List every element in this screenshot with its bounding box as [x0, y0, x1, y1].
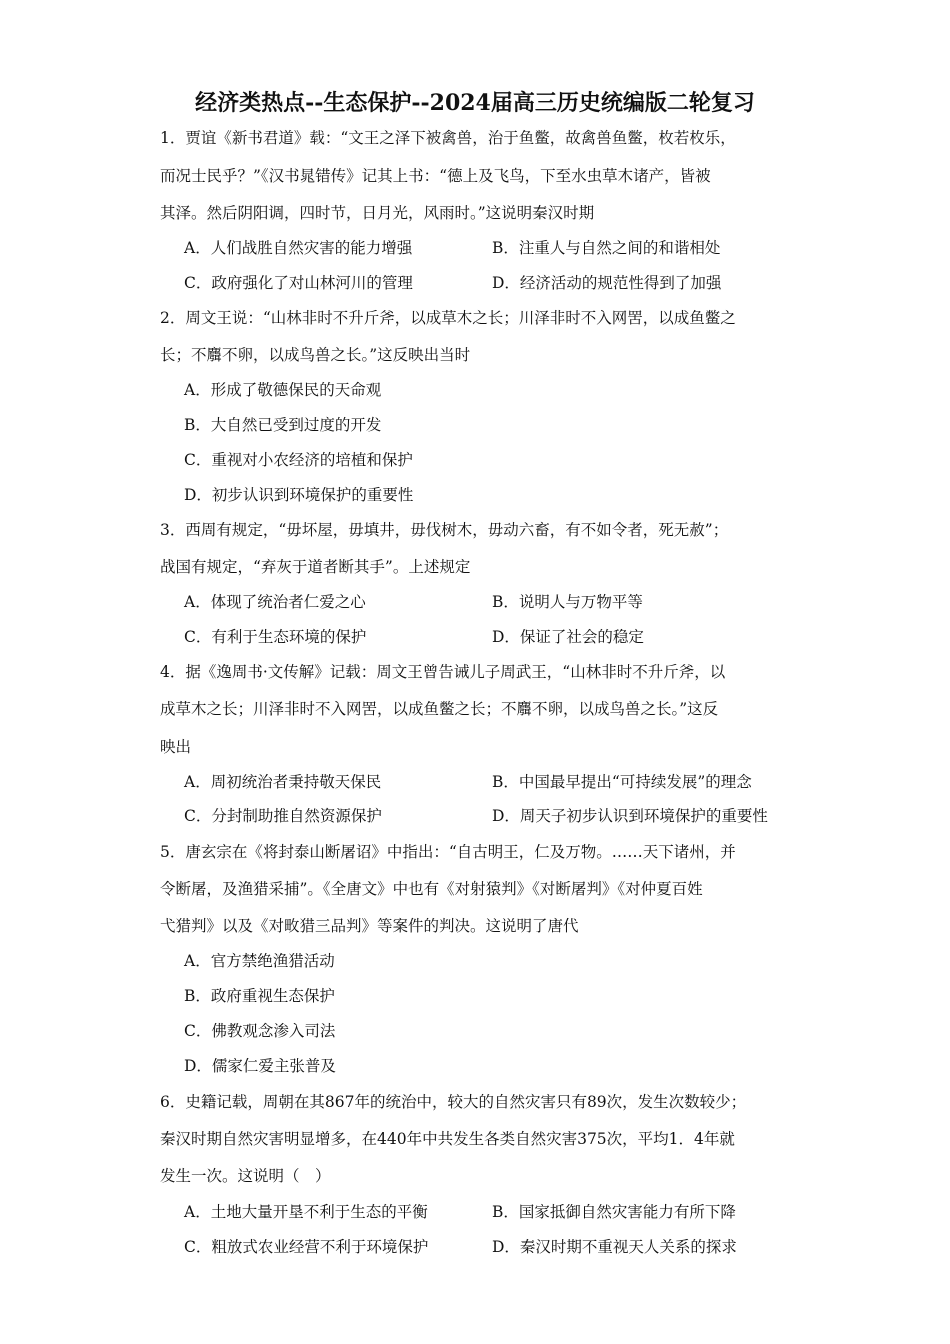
- question-2-option-a[interactable]: A．形成了敬德保民的天命观: [184, 381, 382, 399]
- question-2-option-d[interactable]: D．初步认识到环境保护的重要性: [184, 486, 414, 504]
- question-3-option-b[interactable]: B．说明人与万物平等: [492, 593, 643, 611]
- question-4-line-3: 映出: [160, 738, 192, 756]
- question-5-option-a[interactable]: A．官方禁绝渔猎活动: [184, 952, 335, 970]
- question-4-option-a[interactable]: A．周初统治者秉持敬天保民: [184, 773, 382, 791]
- question-1-line-3: 其泽。然后阴阳调，四时节，日月光，风雨时。”这说明秦汉时期: [160, 204, 595, 222]
- question-4-option-c[interactable]: C．分封制助推自然资源保护: [184, 807, 382, 825]
- question-1-line-1: 1．贾谊《新书君道》载：“文王之泽下被禽兽，治于鱼鳖，故禽兽鱼鳖，枚若枚乐，: [160, 129, 736, 147]
- question-6-option-c[interactable]: C．粗放式农业经营不利于环境保护: [184, 1238, 429, 1256]
- question-2-option-b[interactable]: B．大自然已受到过度的开发: [184, 416, 382, 434]
- question-5-option-c[interactable]: C．佛教观念渗入司法: [184, 1022, 336, 1040]
- question-6-option-a[interactable]: A．土地大量开垦不利于生态的平衡: [184, 1203, 428, 1221]
- question-1-line-2: 而况士民乎？”《汉书晁错传》记其上书：“德上及飞鸟，下至水虫草木诸产，皆被: [160, 167, 711, 185]
- question-5-line-2: 令断屠，及渔猎采捕”。《全唐文》中也有《对射猿判》《对断屠判》《对仲夏百姓: [160, 880, 703, 898]
- question-6-option-d[interactable]: D．秦汉时期不重视天人关系的探求: [492, 1238, 737, 1256]
- question-6-line-2: 秦汉时期自然灾害明显增多，在440年中共发生各类自然灾害375次，平均1．4年就: [160, 1130, 735, 1148]
- question-4-line-2: 成草木之长；川泽非时不入网罟，以成鱼鳖之长；不麛不卵，以成鸟兽之长。”这反: [160, 700, 719, 718]
- question-1-option-b[interactable]: B．注重人与自然之间的和谐相处: [492, 239, 721, 257]
- question-4-option-d[interactable]: D．周天子初步认识到环境保护的重要性: [492, 807, 768, 825]
- question-5-line-1: 5．唐玄宗在《将封泰山断屠诏》中指出：“自古明王，仁及万物。……天下诸州，并: [160, 843, 736, 861]
- question-3-option-d[interactable]: D．保证了社会的稳定: [492, 628, 644, 646]
- question-1-option-a[interactable]: A．人们战胜自然灾害的能力增强: [184, 239, 413, 257]
- question-2-line-1: 2．周文王说：“山林非时不升斤斧，以成草木之长；川泽非时不入网罟，以成鱼鳖之: [160, 309, 736, 327]
- question-3-line-1: 3．西周有规定，“毋坏屋，毋填井，毋伐树木，毋动六畜，有不如令者，死无赦”；: [160, 521, 729, 539]
- question-1-option-c[interactable]: C．政府强化了对山林河川的管理: [184, 274, 413, 292]
- question-4-line-1: 4．据《逸周书·文传解》记载：周文王曾告诫儿子周武王，“山林非时不升斤斧，以: [160, 663, 726, 681]
- question-3-option-c[interactable]: C．有利于生态环境的保护: [184, 628, 367, 646]
- question-5-option-d[interactable]: D．儒家仁爱主张普及: [184, 1057, 336, 1075]
- question-5-line-3: 弋猎判》以及《对畋猎三品判》等案件的判决。这说明了唐代: [160, 917, 579, 935]
- question-6-line-3: 发生一次。这说明（ ）: [160, 1167, 331, 1185]
- question-3-line-2: 战国有规定，“弃灰于道者断其手”。上述规定: [160, 558, 471, 576]
- question-3-option-a[interactable]: A．体现了统治者仁爱之心: [184, 593, 366, 611]
- question-6-option-b[interactable]: B．国家抵御自然灾害能力有所下降: [492, 1203, 736, 1221]
- page-title: 经济类热点--生态保护--2024届高三历史统编版二轮复习: [195, 90, 755, 116]
- question-6-line-1: 6．史籍记载，周朝在其867年的统治中，较大的自然灾害只有89次，发生次数较少；: [160, 1093, 747, 1111]
- question-5-option-b[interactable]: B．政府重视生态保护: [184, 987, 335, 1005]
- question-1-option-d[interactable]: D．经济活动的规范性得到了加强: [492, 274, 722, 292]
- question-2-option-c[interactable]: C．重视对小农经济的培植和保护: [184, 451, 413, 469]
- question-2-line-2: 长；不麛不卵，以成鸟兽之长。”这反映出当时: [160, 346, 471, 364]
- question-4-option-b[interactable]: B．中国最早提出“可持续发展”的理念: [492, 773, 752, 791]
